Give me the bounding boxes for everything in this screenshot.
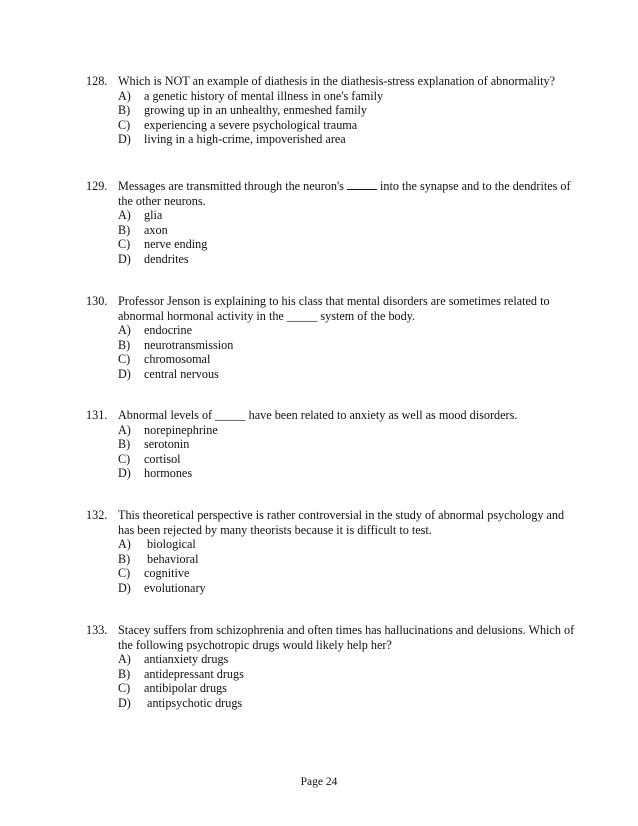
answer-option-d (118, 581, 576, 596)
option-text: antibipolar drugs (144, 681, 227, 696)
option-letter: C) (118, 451, 131, 466)
answer-option-c (118, 118, 576, 133)
fill-in-blank (347, 179, 377, 190)
question-number: 130. (86, 294, 108, 308)
answer-options (118, 323, 576, 381)
answer-option-c (118, 237, 576, 252)
option-letter: A) (118, 537, 131, 552)
answer-options (118, 208, 576, 266)
option-letter: D) (118, 466, 131, 481)
option-letter: A) (118, 422, 131, 437)
option-letter: C) (118, 117, 131, 132)
stem-text-after-blank: into the synapse and to the dendrites of the other neurons. (118, 179, 571, 208)
answer-option-c (118, 681, 576, 696)
option-letter: A) (118, 88, 131, 103)
option-letter: B) (118, 666, 131, 681)
question-129 (86, 179, 576, 267)
option-text: serotonin (144, 437, 190, 452)
option-text: antidepressant drugs (144, 666, 244, 681)
answer-option-b (118, 552, 576, 567)
answer-option-c (118, 452, 576, 467)
option-letter: D) (118, 132, 131, 147)
question-130 (86, 294, 576, 382)
answer-option-b (118, 437, 576, 452)
option-text: endocrine (144, 323, 193, 338)
option-letter: B) (118, 103, 131, 118)
option-text: dendrites (144, 251, 189, 266)
option-letter: B) (118, 337, 131, 352)
question-stem (118, 179, 576, 208)
answer-options (118, 423, 576, 481)
answer-options (118, 537, 576, 595)
option-text: neurotransmission (144, 337, 234, 352)
option-letter: C) (118, 352, 131, 367)
question-131 (86, 408, 576, 481)
option-text: hormones (144, 466, 193, 481)
answer-option-b (118, 223, 576, 238)
question-128 (86, 74, 576, 147)
option-letter: B) (118, 551, 131, 566)
option-text: experiencing a severe psychological trauma (144, 117, 358, 132)
answer-option-d (118, 132, 576, 147)
option-text: evolutionary (144, 580, 206, 595)
answer-option-b (118, 667, 576, 682)
answer-option-a (118, 323, 576, 338)
answer-option-a (118, 652, 576, 667)
answer-options (118, 89, 576, 147)
option-text: cognitive (144, 566, 190, 581)
question-stem: Stacey suffers from schizophrenia and often times has hallucinations and delusions. Which of the following psychotropic drugs would likely help her? (118, 623, 575, 652)
option-letter: D) (118, 366, 131, 381)
question-132 (86, 508, 576, 596)
option-text: central nervous (144, 366, 219, 381)
answer-option-b (118, 338, 576, 353)
question-number: 132. (86, 508, 108, 522)
question-stem: Abnormal levels of _____ have been related to anxiety as well as mood disorders. (118, 408, 518, 422)
option-text: antianxiety drugs (144, 652, 229, 667)
question-number: 129. (86, 179, 108, 193)
option-text: growing up in an unhealthy, enmeshed family (144, 103, 367, 118)
question-stem: Professor Jenson is explaining to his class that mental disorders are sometimes related to abnormal hormonal activity in the _____ system of the body. (118, 294, 550, 323)
option-text: biological (144, 537, 196, 552)
option-text: glia (144, 208, 163, 223)
page-number: Page 24 (300, 776, 338, 788)
option-text: nerve ending (144, 237, 208, 252)
option-letter: D) (118, 695, 131, 710)
option-text: antipsychotic drugs (144, 695, 243, 710)
answer-option-d (118, 367, 576, 382)
answer-option-b (118, 103, 576, 118)
option-text: cortisol (144, 451, 181, 466)
option-letter: D) (118, 251, 131, 266)
question-number: 131. (86, 408, 108, 422)
stem-text-before-blank: Messages are transmitted through the neuron's (118, 179, 344, 193)
answer-option-a (118, 537, 576, 552)
question-stem: Which is NOT an example of diathesis in the diathesis-stress explanation of abnormality? (118, 74, 556, 88)
question-number: 128. (86, 74, 108, 88)
answer-option-d (118, 696, 576, 711)
answer-option-a (118, 89, 576, 104)
option-letter: C) (118, 566, 131, 581)
answer-option-a (118, 208, 576, 223)
option-text: axon (144, 222, 168, 237)
answer-option-d (118, 466, 576, 481)
option-letter: A) (118, 652, 131, 667)
answer-option-d (118, 252, 576, 267)
answer-option-c (118, 566, 576, 581)
option-text: norepinephrine (144, 422, 218, 437)
option-text: chromosomal (144, 352, 211, 367)
answer-option-a (118, 423, 576, 438)
answer-option-c (118, 352, 576, 367)
question-number: 133. (86, 623, 108, 637)
question-133 (86, 623, 576, 711)
option-text: a genetic history of mental illness in one's family (144, 88, 384, 103)
answer-options (118, 652, 576, 710)
option-letter: A) (118, 323, 131, 338)
option-letter: A) (118, 208, 131, 223)
option-text: living in a high-crime, impoverished area (144, 132, 346, 147)
option-letter: C) (118, 681, 131, 696)
option-letter: B) (118, 437, 131, 452)
option-text: behavioral (144, 551, 199, 566)
option-letter: C) (118, 237, 131, 252)
option-letter: B) (118, 222, 131, 237)
option-letter: D) (118, 580, 131, 595)
question-stem: This theoretical perspective is rather controversial in the study of abnormal psychology and has been rejected by many theorists because it is difficult to test. (118, 508, 565, 537)
